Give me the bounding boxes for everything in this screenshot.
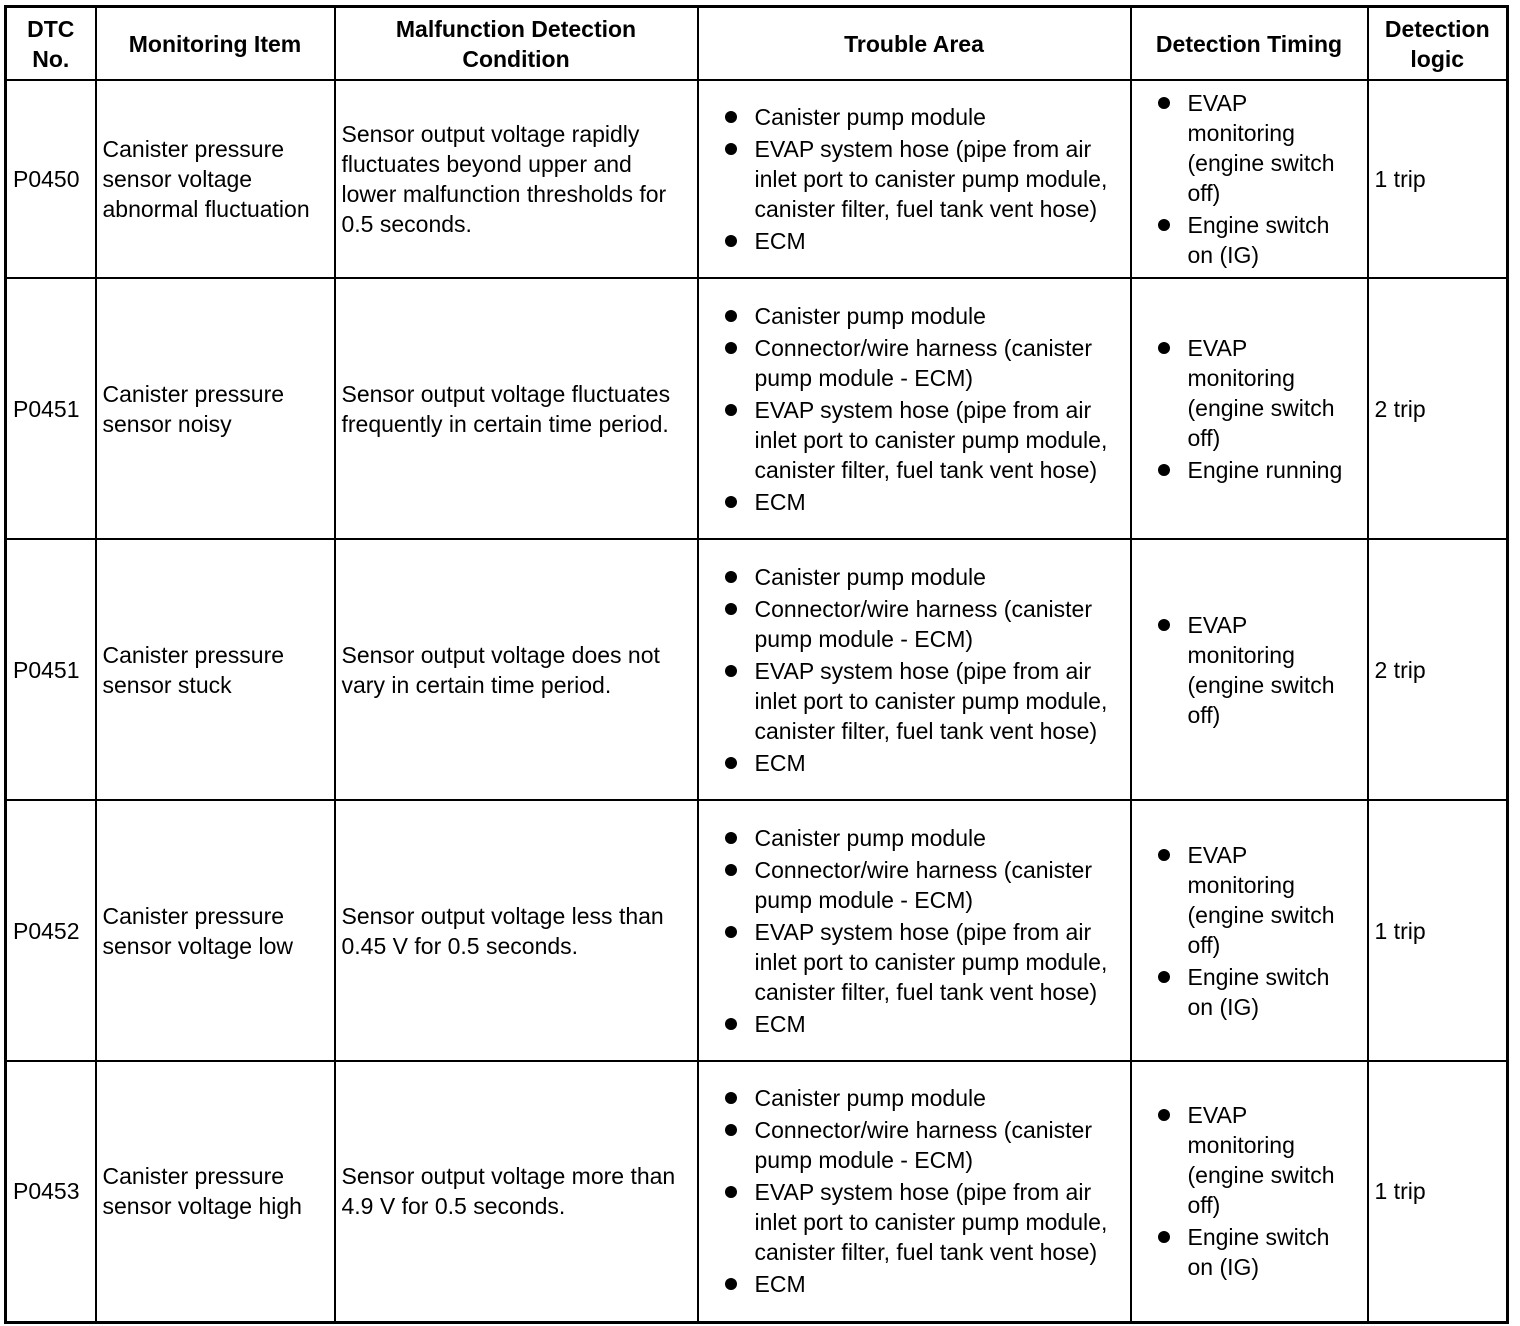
list-item [1138, 210, 1361, 270]
list-item-text: Connector/wire harness (canister pump module - ECM) [754, 334, 1092, 391]
list-item [1138, 455, 1361, 485]
list-item [705, 1177, 1124, 1267]
trouble-area [698, 539, 1131, 800]
detection-condition: Sensor output voltage rapidly fluctuates beyond upper and lower malfunction thresholds for 0.5 seconds. [335, 80, 698, 278]
table-row [6, 800, 1508, 1061]
bullet-icon [725, 1186, 737, 1198]
list-item-text: EVAP monitoring (engine switch off) [1187, 841, 1335, 958]
monitoring-item: Canister pressure sensor voltage low [96, 800, 335, 1061]
detection-logic: 1 trip [1368, 1061, 1508, 1322]
dtc-code: P0452 [6, 800, 96, 1061]
dtc-code: P0451 [6, 278, 96, 539]
bullet-icon [1158, 97, 1170, 109]
list-item [1138, 88, 1361, 208]
list-item [1138, 610, 1361, 730]
dtc-code: P0451 [6, 539, 96, 800]
bullet-icon [1158, 619, 1170, 631]
list-item [705, 1269, 1124, 1299]
bullet-icon [725, 496, 737, 508]
trouble-area-list [705, 102, 1124, 256]
list-item [1138, 1100, 1361, 1220]
list-item [1138, 840, 1361, 960]
list-item-text: EVAP monitoring (engine switch off) [1187, 90, 1335, 206]
bullet-icon [725, 404, 737, 416]
bullet-icon [1158, 219, 1170, 231]
list-item [705, 917, 1124, 1007]
list-item-text: ECM [754, 1271, 806, 1298]
list-item-text: EVAP system hose (pipe from air inlet port to canister pump module, canister filter, fuel tank vent hose) [754, 1179, 1108, 1266]
list-item-text: EVAP system hose (pipe from air inlet port to canister pump module, canister filter, fuel tank vent hose) [754, 918, 1108, 1005]
list-item-text: ECM [754, 749, 806, 776]
bullet-icon [725, 926, 737, 938]
list-item-text: ECM [754, 1010, 806, 1037]
list-item-text: Engine running [1187, 456, 1343, 483]
table-row [6, 1061, 1508, 1322]
bullet-icon [725, 310, 737, 322]
trouble-area-list [705, 301, 1124, 517]
bullet-icon [1158, 464, 1170, 476]
list-item-text: Engine switch on (IG) [1187, 212, 1330, 268]
list-item [705, 134, 1124, 224]
bullet-icon [725, 1092, 737, 1104]
list-item-text: Canister pump module [754, 302, 986, 329]
list-item [705, 102, 1124, 132]
detection-timing-list [1138, 333, 1361, 485]
list-item [705, 855, 1124, 915]
bullet-icon [725, 342, 737, 354]
bullet-icon [1158, 1109, 1170, 1121]
list-item [1138, 333, 1361, 453]
detection-logic: 1 trip [1368, 80, 1508, 278]
trouble-area [698, 80, 1131, 278]
list-item [705, 395, 1124, 485]
list-item [1138, 1222, 1361, 1282]
header-detection-logic: Detection logic [1368, 7, 1508, 81]
bullet-icon [725, 1124, 737, 1136]
list-item [705, 1009, 1124, 1039]
list-item [705, 562, 1124, 592]
header-monitoring-item: Monitoring Item [96, 7, 335, 81]
monitoring-item: Canister pressure sensor voltage abnormal fluctuation [96, 80, 335, 278]
list-item-text: EVAP system hose (pipe from air inlet port to canister pump module, canister filter, fuel tank vent hose) [754, 657, 1108, 744]
header-row [6, 7, 1508, 81]
list-item-text: Canister pump module [754, 104, 986, 130]
detection-timing [1131, 539, 1368, 800]
detection-condition: Sensor output voltage more than 4.9 V for 0.5 seconds. [335, 1061, 698, 1322]
header-trouble-area: Trouble Area [698, 7, 1131, 81]
list-item [705, 748, 1124, 778]
bullet-icon [1158, 849, 1170, 861]
detection-timing-list [1138, 610, 1361, 730]
list-item-text: Connector/wire harness (canister pump module - ECM) [754, 1117, 1092, 1174]
list-item-text: EVAP monitoring (engine switch off) [1187, 334, 1335, 451]
trouble-area [698, 800, 1131, 1061]
bullet-icon [725, 832, 737, 844]
header-malfunction-condition: Malfunction Detection Condition [335, 7, 698, 81]
detection-condition: Sensor output voltage less than 0.45 V for 0.5 seconds. [335, 800, 698, 1061]
trouble-area [698, 1061, 1131, 1322]
trouble-area-list [705, 1083, 1124, 1299]
detection-condition: Sensor output voltage fluctuates frequently in certain time period. [335, 278, 698, 539]
dtc-code: P0453 [6, 1061, 96, 1322]
list-item [705, 226, 1124, 256]
bullet-icon [725, 1278, 737, 1290]
bullet-icon [725, 571, 737, 583]
detection-timing [1131, 800, 1368, 1061]
monitoring-item: Canister pressure sensor stuck [96, 539, 335, 800]
bullet-icon [725, 143, 737, 155]
dtc-code: P0450 [6, 80, 96, 278]
trouble-area-list [705, 823, 1124, 1039]
bullet-icon [1158, 971, 1170, 983]
detection-logic: 2 trip [1368, 539, 1508, 800]
list-item [705, 333, 1124, 393]
bullet-icon [1158, 1231, 1170, 1243]
list-item-text: EVAP monitoring (engine switch off) [1187, 1102, 1335, 1219]
detection-timing [1131, 80, 1368, 278]
bullet-icon [725, 864, 737, 876]
header-dtc-no: DTC No. [6, 7, 96, 81]
detection-timing-list [1138, 88, 1361, 270]
trouble-area [698, 278, 1131, 539]
monitoring-item: Canister pressure sensor voltage high [96, 1061, 335, 1322]
list-item-text: EVAP monitoring (engine switch off) [1187, 611, 1335, 728]
bullet-icon [725, 665, 737, 677]
table-row [6, 539, 1508, 800]
dtc-table [4, 5, 1509, 1324]
list-item-text: Engine switch on (IG) [1187, 963, 1330, 1020]
list-item-text: Connector/wire harness (canister pump module - ECM) [754, 856, 1092, 913]
list-item [705, 301, 1124, 331]
table-row [6, 80, 1508, 278]
detection-condition: Sensor output voltage does not vary in certain time period. [335, 539, 698, 800]
detection-logic: 1 trip [1368, 800, 1508, 1061]
detection-timing [1131, 278, 1368, 539]
list-item-text: Engine switch on (IG) [1187, 1224, 1330, 1281]
bullet-icon [725, 603, 737, 615]
list-item-text: Canister pump module [754, 1085, 986, 1112]
list-item-text: Connector/wire harness (canister pump module - ECM) [754, 595, 1092, 652]
bullet-icon [1158, 342, 1170, 354]
trouble-area-list [705, 562, 1124, 778]
list-item [705, 594, 1124, 654]
list-item-text: Canister pump module [754, 824, 986, 851]
bullet-icon [725, 111, 737, 123]
detection-timing-list [1138, 1100, 1361, 1282]
list-item-text: ECM [754, 488, 806, 515]
detection-timing-list [1138, 840, 1361, 1022]
list-item [705, 1083, 1124, 1113]
table-row [6, 278, 1508, 539]
list-item [705, 823, 1124, 853]
detection-logic: 2 trip [1368, 278, 1508, 539]
list-item-text: EVAP system hose (pipe from air inlet port to canister pump module, canister filter, fuel tank vent hose) [754, 396, 1108, 483]
list-item-text: Canister pump module [754, 563, 986, 590]
list-item-text: ECM [754, 228, 806, 254]
list-item [705, 1115, 1124, 1175]
list-item [705, 487, 1124, 517]
bullet-icon [725, 235, 737, 247]
bullet-icon [725, 757, 737, 769]
monitoring-item: Canister pressure sensor noisy [96, 278, 335, 539]
bullet-icon [725, 1018, 737, 1030]
list-item-text: EVAP system hose (pipe from air inlet port to canister pump module, canister filter, fuel tank vent hose) [754, 136, 1108, 222]
list-item [1138, 962, 1361, 1022]
list-item [705, 656, 1124, 746]
detection-timing [1131, 1061, 1368, 1322]
header-detection-timing: Detection Timing [1131, 7, 1368, 81]
